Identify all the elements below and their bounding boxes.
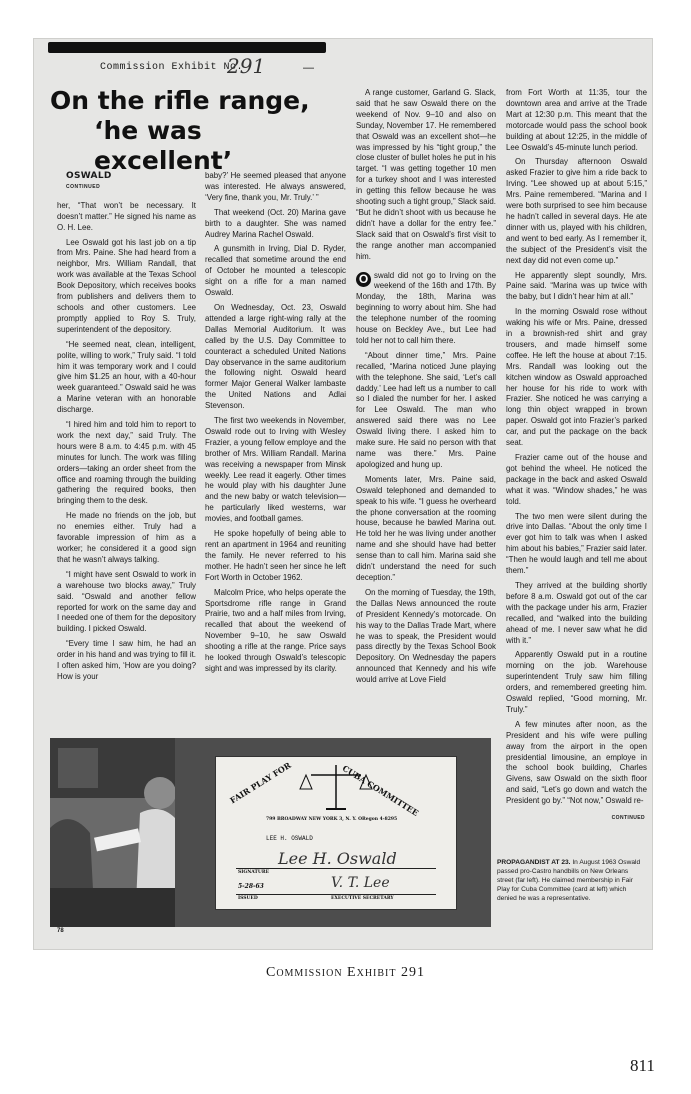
card-cuba-committee-text: CUBA COMMITTEE bbox=[340, 763, 421, 818]
exhibit-number-handwritten: 291 bbox=[227, 54, 266, 78]
paragraph: Moments later, Mrs. Paine said, Oswald telephoned and demanded to speak to his wife. “I guess he overheard the phone conversation at the rooming house, because he bawled Marina out. He told her he was living under another name and she should have had better sense than to call him. Marina said she didn’t understand the need for such deception.” bbox=[356, 474, 496, 582]
secretary-signature: V. T. Lee bbox=[331, 875, 390, 891]
photo-illustration bbox=[50, 738, 175, 927]
article-column-4 bbox=[506, 88, 647, 824]
paragraph: That weekend (Oct. 20) Marina gave birth to a daughter. She was named Audrey Marina Rachel Oswald. bbox=[205, 207, 346, 239]
paragraph: On the morning of Tuesday, the 19th, the Dallas News announced the route of President Kennedy’s motorcade. On his way to the Dallas Trade Mart, where he was to speak, the President would pass directly by the Texas School Book Depository. On Wednesday the papers announced that Kennedy and his wife would arrive at Love Field bbox=[356, 587, 496, 685]
paragraph: “He seemed neat, clean, intelligent, polite, willing to work,” Truly said. “I told him it was temporary work and I could give him $1.25 an hour, with a 40-hour week guaranteed.” Oswald said he was a Marine veteran with an honorable discharge. bbox=[57, 339, 196, 415]
secretary-label: EXECUTIVE SECRETARY bbox=[331, 896, 394, 901]
paragraph: On Wednesday, Oct. 23, Oswald attended a large right-wing rally at the Dallas Memorial Auditorium. It was called by the U.S. Day Committee to counteract a scheduled United Nations Day observance in the same auditorium the following night. Oswald heard former Major General Walker lambaste the United Nations and Adlai Stevenson. bbox=[205, 302, 346, 411]
paragraph: baby?’ He seemed pleased that anyone was interested. He always answered, ‘Very fine, thank you, Mr. Truly.’ ” bbox=[205, 171, 346, 202]
paragraph: The two men were silent during the drive into Dallas. “About the only time I ever got him to talk was when I asked him about his babies,” Frazier said later. “Then he would laugh and tell me about them.” bbox=[506, 511, 647, 576]
paragraph: A few minutes after noon, as the President and his wife were pulling away from the airport in the open presidential limousine, an employe in the school book building, Charles Givens, saw Oswald on the sixth floor and said, “Let’s go down and watch the President go by.” “Not now,” Oswald re- bbox=[506, 719, 647, 806]
paragraph: from Fort Worth at 11:35, tour the downtown area and arrive at the Trade Mart at 12:30 p.m. This meant that the motorcade would pass the school book building at about 12:25, in the middle of Lee Oswald’s 45-minute lunch period. bbox=[506, 88, 647, 152]
paragraph: “Every time I saw him, he had an order in his hand and was trying to fill it. I often asked him, ‘How are you doing? How is your bbox=[57, 639, 196, 681]
article-column-1 bbox=[57, 171, 196, 687]
footer-exhibit-label: Commission Exhibit 291 bbox=[265, 965, 425, 980]
paragraph: He spoke hopefully of being able to rent an apartment in 1964 and reuniting the family. He never referred to his mother. He hadn’t seen her since he left Fort Worth in October 1962. bbox=[205, 529, 346, 582]
card-member-name: LEE H. OSWALD bbox=[266, 835, 313, 842]
paragraph: Apparently Oswald put in a routine morning on the job. Warehouse superintendent Truly saw him filling orders, and remembered greeting him. Oswald replied, “Good morning, Mr. Truly.” bbox=[506, 650, 647, 714]
paragraph: Lee Oswald got his last job on a tip from Mrs. Paine. She had heard from a neighbor, Mrs. William Randall, that work was available at the Texas School Book Depository, which receives books from publishers and delivers them to schools and other customers. Lee promptly applied to Roy S. Truly, superintendent of the depository. bbox=[57, 237, 196, 334]
header-dash: — bbox=[303, 62, 314, 74]
card-address: 799 BROADWAY NEW YORK 3, N. Y. ORegon 4-8295 bbox=[266, 817, 398, 822]
drop-cap: O bbox=[356, 272, 371, 287]
exhibit-label: Commission Exhibit No. bbox=[100, 62, 244, 73]
page-number: 811 bbox=[630, 1056, 655, 1075]
headline-line-1: On the rifle range, bbox=[50, 86, 310, 115]
paragraph: Frazier came out of the house and got behind the wheel. He noticed the package in the back and asked Oswald what it was. “Window shades,” he was told. bbox=[506, 453, 647, 506]
photo-handbills bbox=[50, 738, 175, 927]
paragraph bbox=[356, 271, 496, 347]
paragraph: A gunsmith in Irving, Dial D. Ryder, recalled that sometime around the end of October he mounted a telescopic sight on a rifle for a man named Oswald. bbox=[205, 244, 346, 298]
signature-label: SIGNATURE bbox=[238, 870, 269, 875]
membership-card-photo bbox=[175, 738, 491, 927]
issued-label: ISSUED bbox=[238, 896, 258, 901]
headline-line-2: ‘he was excellent’ bbox=[94, 116, 233, 175]
paragraph: The first two weekends in November, Oswald rode out to Irving with Wesley Frazier, a young fellow employe and the brother of Mrs. William Randall. Marina was receiving a newspaper from Minsk weekly. Lee read it eagerly. Other times he would play with his daughter June and the new baby or watch television—he particularly liked westerns, war movies, and football games. bbox=[205, 416, 346, 524]
paragraph: In the morning Oswald rose without waking his wife or Mrs. Paine, dressed in a brownish-red shirt and gray trousers, and made himself some coffee. He left the house at about 7:15. Mrs. Randall was looking out the kitchen window as Oswald approached her house for his ride to work with Frazier. She noticed he was carrying a long thin object wrapped in brown paper. Oswald got into Frazier’s parked car, and put the package on the back seat. bbox=[506, 307, 647, 448]
caption-lead: PROPAGANDIST AT 23. bbox=[497, 859, 571, 866]
signature-line bbox=[236, 868, 436, 869]
paragraph: He apparently slept soundly, Mrs. Paine said. “Marina was up twice with the baby, but I didn’t hear him at all.” bbox=[506, 270, 647, 302]
section-continued-label: CONTINUED bbox=[66, 183, 101, 190]
issued-line bbox=[236, 894, 436, 895]
paragraph: “I hired him and told him to report to work the next day,” said Truly. The hours were 8 a.m. to 4:45 p.m. with 45 minutes for lunch. The work was filling orders—taking an order sheet from the office and roaming through the building gathering the required books, then bringing them to the desk. bbox=[57, 420, 196, 506]
fair-play-card bbox=[215, 756, 457, 910]
paragraph: “About dinner time,” Mrs. Paine recalled, “Marina noticed June playing with the telephone. She said, ‘Let’s call daddy.’ Lee had left us a number to call so I dialed the number for her. I asked for Lee Oswald. The man who answered said there was no Lee Oswald living there. I asked him to make sure. He said no person with that name was there.” Mrs. Paine apologized and hung up. bbox=[356, 350, 496, 469]
article-column-2 bbox=[205, 171, 346, 679]
member-signature: Lee H. Oswald bbox=[278, 849, 397, 868]
caption-text: In August 1963 Oswald passed pro-Castro handbills on New Orleans street (far left). He claimed membership in Fair Play for Cuba Committee (card at left) which denied he was a representative. bbox=[497, 859, 641, 902]
magazine-page-number: 78 bbox=[57, 928, 64, 934]
paragraph-text: swald did not go to Irving on the weekend of the 16th and 17th. By Monday, the 18th, Marina was beginning to worry about him. She had the telephone number of the rooming house on Beckley Ave., but Lee had told her not to call him there. bbox=[356, 270, 496, 345]
article-column-3 bbox=[356, 88, 496, 690]
paragraph: “I might have sent Oswald to work in a warehouse two blocks away,” Truly said. “Oswald and another fellow reported for work on the same day and I needed one of them for the depository building. I picked Oswald. bbox=[57, 569, 196, 634]
article-headline bbox=[50, 86, 340, 176]
paragraph: They arrived at the building shortly before 8 a.m. Oswald got out of the car with the package under his arm, Frazier recalled, and “walked into the building ahead of me. I never saw what he did with it.” bbox=[506, 580, 647, 645]
paragraph: her, “That won’t be necessary. It doesn’t matter.” He signed his name as O. H. Lee. bbox=[57, 200, 196, 232]
card-fair-play-text: FAIR PLAY FOR bbox=[228, 759, 293, 806]
issue-date: 5-28-63 bbox=[238, 883, 264, 890]
paragraph: On Thursday afternoon Oswald asked Frazier to give him a ride back to Irving. “Lee showed up at about 5:15,” Mrs. Paine remembered. “Marina and I were both surprised to see him because he hadn’t called in several days. He ate dinner with us, played with his children, and went to bed early. As I remember it, the subject of the President’s visit the next day did not even come up.” bbox=[506, 157, 647, 265]
paragraph: A range customer, Garland G. Slack, said that he saw Oswald there on the weekend of Nov. 9–10 and also on Sunday, November 17. He remembered that Oswald was an excellent shot—he was impressed by his “tight group,” the close cluster of bullet holes he put in his target. “I was getting together 10 men for a turkey shoot and I was interested in getting this fellow because he was shooting such a tight group,” Slack said. “But he didn’t shoot with us because he didn’t have a dollar for the entry fee.” Slack said that on Oswald’s first visit to the range another man accompanied him. bbox=[356, 88, 496, 261]
continued-label: CONTINUED bbox=[611, 815, 645, 822]
section-heading: OSWALD bbox=[66, 171, 112, 181]
exhibit-header-bar bbox=[48, 42, 326, 53]
paragraph: Malcolm Price, who helps operate the Sportsdrome rifle range in Grand Prairie, two and a half miles from Irving, recalled that about the weekend of November 9–10, he saw Oswald shooting a rifle at the range. Price says he looked through Oswald’s telescopic sight and was impressed by its clarity. bbox=[205, 587, 346, 673]
photo-caption bbox=[497, 858, 642, 903]
paragraph: He made no friends on the job, but no enemies either. Truly had a favorable impression of him as a worker; he considered it a good sign that he wasn’t always talking. bbox=[57, 511, 196, 564]
